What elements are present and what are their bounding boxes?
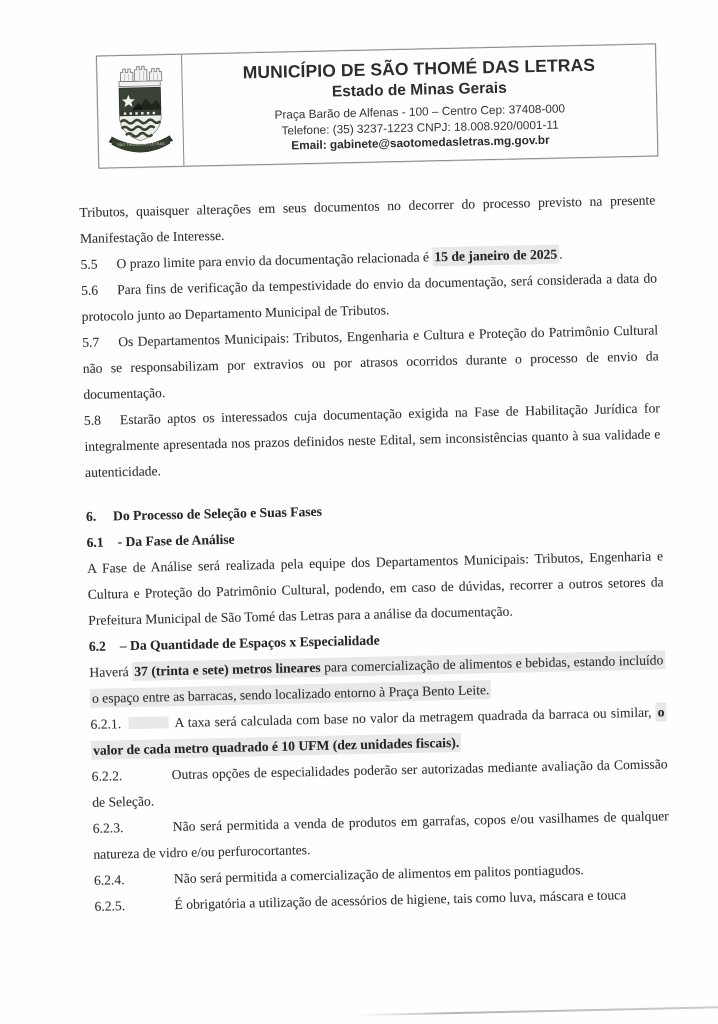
clause-number: 5.7 bbox=[82, 334, 100, 350]
linear-meters-highlight bbox=[90, 650, 666, 708]
municipal-coat-of-arms-icon bbox=[106, 62, 174, 159]
clause-number: 6.2.1. bbox=[90, 716, 122, 732]
ufm-value-highlight: o valor de cada metro quadrado é 10 UFM (dez unidades fiscais). bbox=[91, 702, 667, 760]
section-title: Do Processo de Seleção e Suas Fases bbox=[112, 503, 323, 524]
phone-cnpj-line: Telefone: (35) 3237-1223 CNPJ: 18.008.920/0001-11 bbox=[281, 117, 559, 138]
clause-5-8 bbox=[84, 395, 662, 486]
highlight-rest: para comercialização de alimentos e bebidas, estando incluído o espaço entre as barracas, sendo localizado entorno à Praça Bento Leite. bbox=[91, 652, 664, 706]
clause-text: Para fins de verificação da tempestividade do envio da documentação, será considerada a data do protocolo junto ao Departamento Municipal de Tributos. bbox=[81, 270, 658, 325]
section-number: 6.1 bbox=[86, 534, 104, 550]
document-body bbox=[79, 187, 671, 919]
deadline-date-highlight: 15 de janeiro de 2025 bbox=[432, 245, 559, 267]
clause-number: 5.5 bbox=[80, 256, 98, 273]
letterhead-text bbox=[182, 44, 657, 165]
clause-5-7 bbox=[82, 317, 660, 408]
clause-text: Não será permitida a venda de produtos em garrafas, copos e/ou vasilhames de qualquer natureza de vidro e/ou perfurocortantes. bbox=[93, 808, 669, 862]
clause-text: A taxa será calculada com base no valor da metragem quadrada da barraca ou similar, bbox=[174, 704, 656, 731]
clause-text: Não será permitida a comercialização de alimentos em palitos pontiagudos. bbox=[173, 862, 584, 887]
municipality-title: MUNICÍPIO DE SÃO THOMÉ DAS LETRAS bbox=[242, 54, 596, 83]
intro-paragraph: Tributos, quaisquer alterações em seus documentos no decorrer do processo previsto na presente Manifestação de Interesse. bbox=[79, 192, 656, 247]
clause-number: 6.2.3. bbox=[92, 820, 124, 836]
clause-text: Haverá bbox=[89, 663, 133, 680]
clause-number: 6.2.2. bbox=[91, 768, 123, 784]
clause-number: 5.8 bbox=[83, 412, 102, 428]
email-line: Email: gabinete@saotomedasletras.mg.gov.br bbox=[291, 132, 550, 153]
section-title: - Da Fase de Análise bbox=[117, 531, 235, 550]
clause-text: Os Departamentos Municipais: Tributos, Engenharia e Cultura e Proteção do Patrimônio Cultural não se responsabilizam por extravios ou por atrasos ocorridos durante o processo de envio da documentação. bbox=[82, 322, 659, 402]
clause-number: 6.2.4. bbox=[93, 872, 125, 888]
crest-cell bbox=[97, 55, 184, 168]
linear-meters-bold: 37 (trinta e sete) metros lineares bbox=[134, 659, 321, 679]
highlighter-mark bbox=[128, 716, 168, 729]
section-title: – Da Quantidade de Espaços x Especialidade bbox=[119, 632, 380, 654]
section-number: 6.2 bbox=[88, 638, 107, 654]
clause-number: 6.2.5. bbox=[94, 898, 126, 914]
clause-text: Estarão aptos os interessados cuja documentação exigida na Fase de Habilitação Jurídica for integralmente apresentada nos prazos definidos neste Edital, sem inconsistências quanto à sua validade e autenticidade. bbox=[84, 400, 661, 480]
clause-number: 5.6 bbox=[80, 282, 99, 299]
state-subtitle: Estado de Minas Gerais bbox=[331, 79, 507, 101]
clause-text-end: . bbox=[559, 246, 563, 262]
section-number: 6. bbox=[85, 508, 97, 524]
clause-text: É obrigatória a utilização de acessórios de higiene, tais como luva, máscara e touca bbox=[174, 887, 627, 913]
paragraph-6-1: A Fase de Análise será realizada pela equipe dos Departamentos Municipais: Tributos, Engenharia e Cultura e Proteção do Patrimônio Cultural, podendo, em caso de dúvidas, recorrer a outros setores da Prefeitura Municipal de São Tomé das Letras para a análise da documentação. bbox=[87, 548, 664, 628]
letterhead-box bbox=[96, 43, 658, 168]
clause-text: O prazo limite para envio da documentação relacionada é bbox=[116, 249, 433, 272]
clause-text: Outras opções de especialidades poderão ser autorizadas mediante avaliação da Comissão de Seleção. bbox=[92, 756, 668, 810]
address-line: Praça Barão de Alfenas - 100 – Centro Cep: 37408-000 bbox=[274, 101, 566, 122]
scan-page-edge-artifact bbox=[359, 1006, 718, 1016]
crest-motto-text: SÃO THOMÉ DAS LETRAS bbox=[117, 141, 165, 147]
